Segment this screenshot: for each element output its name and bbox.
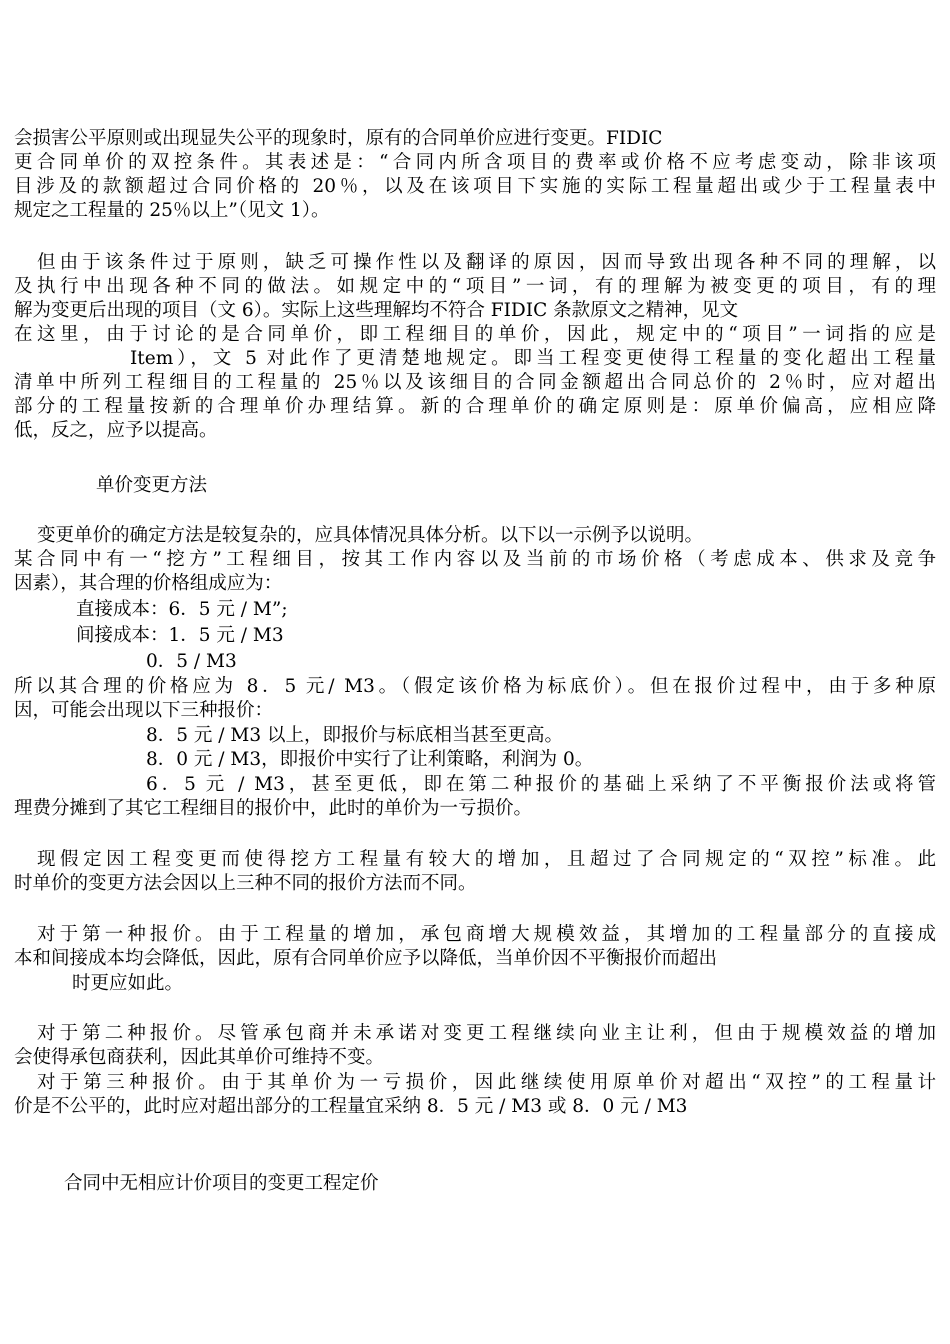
text-line: 解为变更后出现的项目（文 6）。实际上这些理解均不符合 FIDIC 条款原文之精神，见文 [14,300,739,321]
text-line: 对于第三种报价。由于其单价为一亏损价，因此继续使用原单价对超出“双控”的工程量计 [37,1072,936,1093]
text-line: 因素），其合理的价格组成应为： [14,573,283,594]
text-line: 会损害公平原则或出现显失公平的现象时，原有的合同单价应进行变更。FIDIC [14,128,663,149]
text-line: 某合同中有一“挖方”工程细目，按其工作内容以及当前的市场价格（考虑成本、供求及竞争 [14,549,936,570]
text-line: 8．0 元 / M3，即报价中实行了让利策略，利润为 0。 [146,749,594,770]
text-line: 目涉及的款额超过合同价格的 20％，以及在该项目下实施的实际工程量超出或少于工程量表中 [14,176,936,197]
text-line: 所以其合理的价格应为 8．5 元/ M3。（假定该价格为标底价）。但在报价过程中，由于多种原 [14,676,936,697]
section-heading: 单价变更方法 [96,475,208,496]
text-line: 0．5 / M3 [146,651,237,672]
text-line: 时单价的变更方法会因以上三种不同的报价方法而不同。 [14,873,477,894]
text-line: 8．5 元 / M3 以上，即报价与标底相当甚至更高。 [146,725,564,746]
text-line: 及执行中出现各种不同的做法。如规定中的“项目”一词，有的理解为被变更的项目，有的理 [14,276,936,297]
text-line: 直接成本：6．5 元 / M”; [76,599,288,620]
text-line: 在这里，由于讨论的是合同单价，即工程细目的单价，因此，规定中的“项目”一词指的应是 [14,324,936,345]
text-line: 部分的工程量按新的合理单价办理结算。新的合理单价的确定原则是：原单价偏高，应相应降 [14,396,936,417]
text-line: 因，可能会出现以下三种报价： [14,700,274,721]
text-line: 更合同单价的双控条件。其表述是：“合同内所含项目的费率或价格不应考虑变动，除非该项 [14,152,936,173]
text-line: 清单中所列工程细目的工程量的 25％以及该细目的合同金额超出合同总价的 2％时，应对超出 [14,372,936,393]
text-line: 理费分摊到了其它工程细目的报价中，此时的单价为一亏损价。 [14,798,533,819]
text-line: 现假定因工程变更而使得挖方工程量有较大的增加，且超过了合同规定的“双控”标准。此 [37,849,936,870]
text-line: 间接成本：1．5 元 / M3 [76,625,284,646]
text-line: 低，反之，应予以提高。 [14,420,218,441]
text-line: 但由于该条件过于原则，缺乏可操作性以及翻译的原因，因而导致出现各种不同的理解，以 [37,252,936,273]
text-line: 会使得承包商获利，因此其单价可维持不变。 [14,1047,385,1068]
text-line: 变更单价的确定方法是较复杂的，应具体情况具体分析。以下以一示例予以说明。 [37,525,704,546]
text-line: 规定之工程量的 25％以上”（见文 1）。 [14,200,330,221]
section-heading: 合同中无相应计价项目的变更工程定价 [64,1173,379,1194]
text-line: 本和间接成本均会降低，因此，原有合同单价应予以降低，当单价因不平衡报价而超出 [14,948,718,969]
text-line: 6．5 元 / M3，甚至更低，即在第二种报价的基础上采纳了不平衡报价法或将管 [146,774,936,795]
text-line: 对于第二种报价。尽管承包商并未承诺对变更工程继续向业主让利，但由于规模效益的增加 [37,1023,936,1044]
text-line: 时更应如此。 [72,973,184,994]
text-line: Item），文 5 对此作了更清楚地规定。即当工程变更使得工程量的变化超出工程量 [130,348,936,369]
text-line: 对于第一种报价。由于工程量的增加，承包商增大规模效益，其增加的工程量部分的直接成 [37,924,936,945]
text-line: 价是不公平的，此时应对超出部分的工程量宜采纳 8．5 元 / M3 或 8．0 元 / M3 [14,1096,688,1117]
